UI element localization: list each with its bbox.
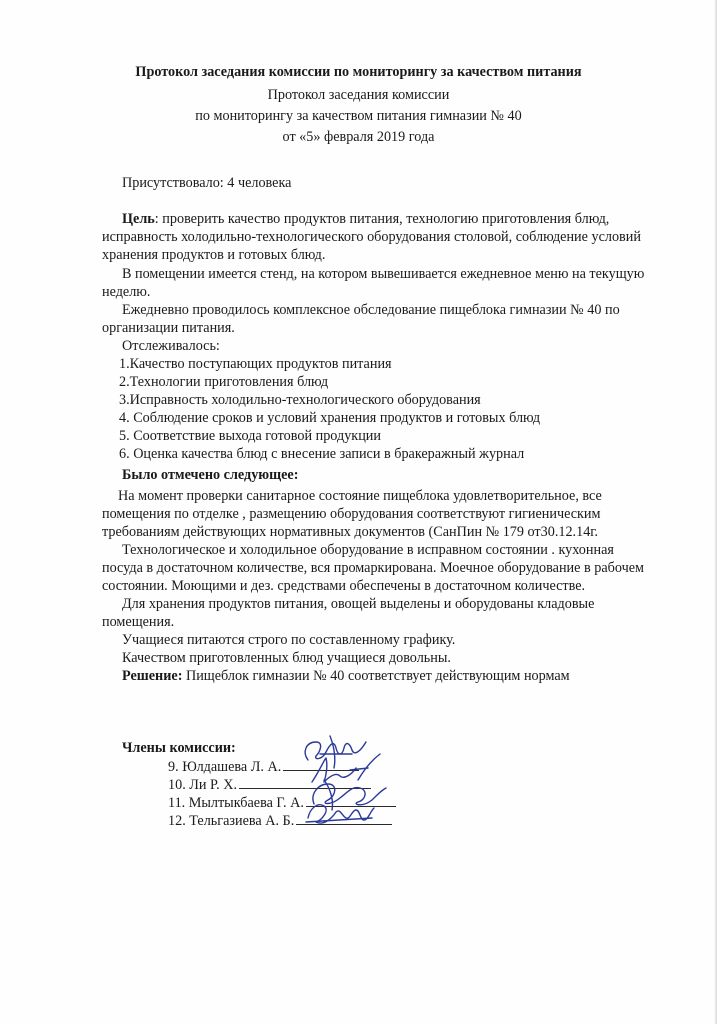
- findings-p3-line-1: Для хранения продуктов питания, овощей выделены и оборудованы кладовые: [122, 596, 595, 612]
- tracked-item: 6. Оценка качества блюд с внесение записи в бракеражный журнал: [119, 446, 525, 462]
- attendance: Присутствовало: 4 человека: [122, 175, 292, 191]
- findings-p1-line-3: требованиям действующих нормативных документов (СанПин № 179 от30.12.14г.: [102, 524, 599, 540]
- findings-heading: Было отмечено следующее:: [122, 467, 299, 483]
- stand-line-2: неделю.: [102, 284, 151, 300]
- goal-label: Цель: [122, 211, 155, 227]
- tracked-item: 1.Качество поступающих продуктов питания: [119, 356, 392, 372]
- findings-p4: Учащиеся питаются строго по составленному графику.: [122, 632, 456, 648]
- findings-p5: Качеством приготовленных блюд учащиеся довольны.: [122, 650, 451, 666]
- document-title: Протокол заседания комиссии по мониторингу за качеством питания: [135, 64, 582, 80]
- goal-line-1: [122, 211, 609, 228]
- findings-p2-line-2: посуда в достаточном количестве, вся промаркирована. Моечное оборудование в рабочем: [102, 560, 644, 576]
- findings-p2-line-3: состоянии. Моющими и дез. средствами обеспечены в достаточном количестве.: [102, 578, 586, 594]
- member-name: 12. Тельгазиева А. Б.: [168, 813, 295, 829]
- member-name: 11. Мылтыкбаева Г. А.: [168, 795, 304, 811]
- findings-p1-line-1: На момент проверки санитарное состояние пищеблока удовлетворительное, все: [118, 488, 602, 504]
- member-name: 9. Юлдашева Л. А.: [168, 759, 282, 775]
- subtitle-line-1: Протокол заседания комиссии: [267, 87, 450, 103]
- members-heading: Члены комиссии:: [122, 740, 236, 756]
- findings-p3-line-2: помещения.: [102, 614, 175, 630]
- tracked-item: 2.Технологии приготовления блюд: [119, 374, 329, 390]
- goal-line-2: исправность холодильно-технологического оборудования столовой, соблюдение условий: [102, 229, 641, 245]
- signature-image: [302, 796, 378, 830]
- tracked-item: 4. Соблюдение сроков и условий хранения продуктов и готовых блюд: [119, 410, 541, 426]
- findings-p2-line-1: Технологическое и холодильное оборудование в исправном состоянии . кухонная: [122, 542, 614, 558]
- inspection-line-2: организации питания.: [102, 320, 235, 336]
- stand-line-1: В помещении имеется стенд, на котором вывешивается ежедневное меню на текущую: [122, 266, 645, 282]
- tracked-item: 5. Соответствие выхода готовой продукции: [119, 428, 381, 444]
- goal-text: : проверить качество продуктов питания, технологию приготовления блюд,: [154, 211, 610, 227]
- decision-text: Пищеблок гимназии № 40 соответствует действующим нормам: [182, 668, 570, 684]
- inspection-line-1: Ежедневно проводилось комплексное обследование пищеблока гимназии № 40 по: [122, 302, 620, 318]
- decision-label: Решение:: [122, 668, 183, 684]
- tracked-heading: Отслеживалось:: [122, 338, 220, 354]
- date-line: от «5» февраля 2019 года: [282, 129, 435, 145]
- member-name: 10. Ли Р. Х.: [168, 777, 238, 793]
- findings-p1-line-2: помещения по отделке , размещению оборудования соответствуют гигиеническим: [102, 506, 601, 522]
- subtitle-line-2: по мониторингу за качеством питания гимназии № 40: [195, 108, 522, 124]
- decision-line: [122, 668, 570, 685]
- goal-line-3: хранения продуктов и готовых блюд.: [102, 247, 326, 263]
- tracked-item: 3.Исправность холодильно-технологического оборудования: [119, 392, 481, 408]
